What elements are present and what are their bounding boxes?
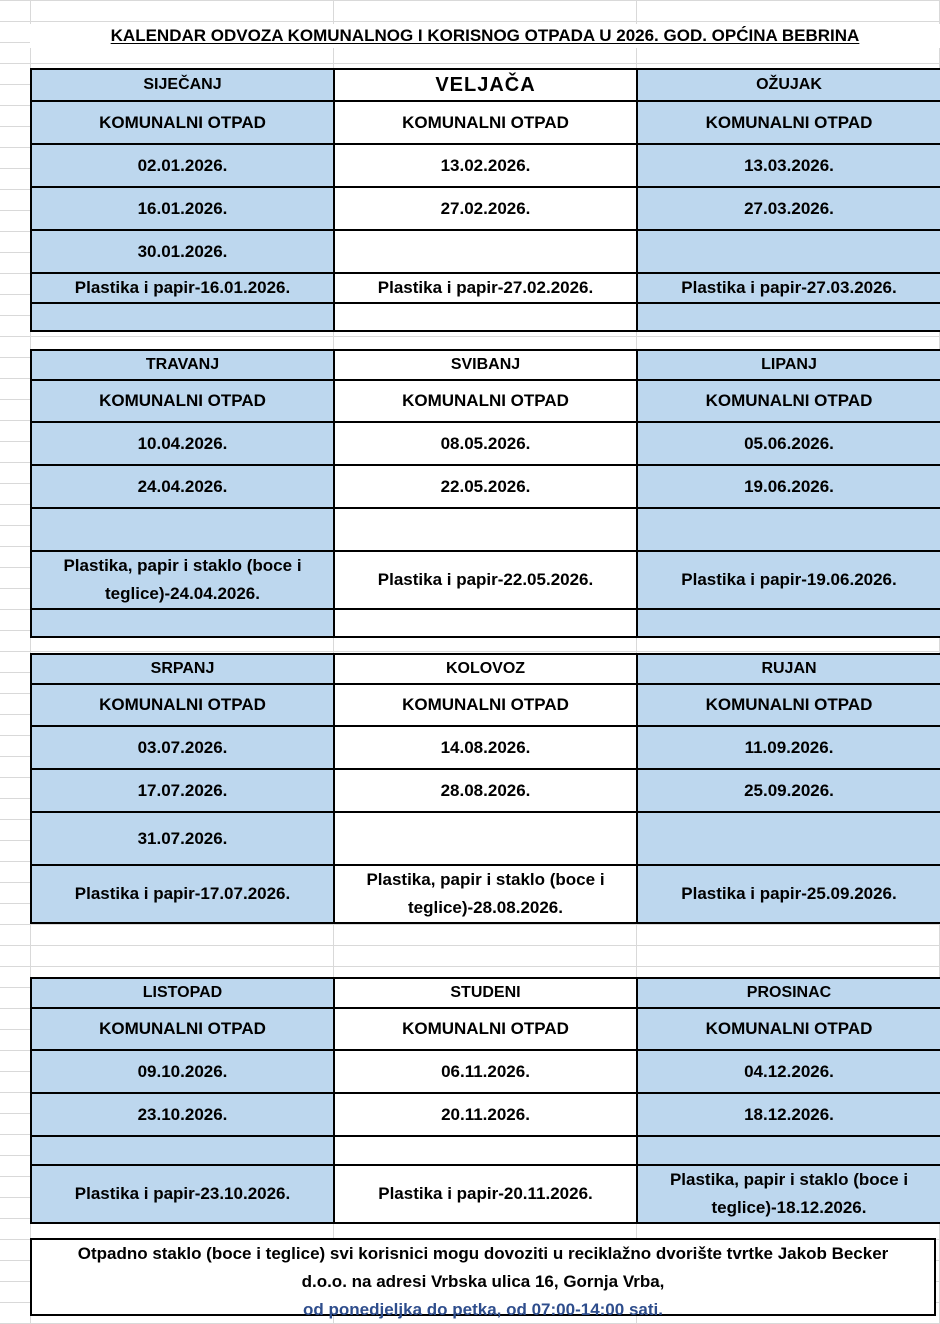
- pickup-date: [31, 1136, 334, 1165]
- waste-type-label: KOMUNALNI OTPAD: [637, 101, 940, 144]
- recycling-pickup: Plastika i papir-17.07.2026.: [31, 865, 334, 923]
- pickup-date: 27.03.2026.: [637, 187, 940, 230]
- waste-type-label: KOMUNALNI OTPAD: [31, 684, 334, 726]
- empty-cell: [637, 609, 940, 637]
- month-header: SVIBANJ: [334, 350, 637, 380]
- pickup-date: [637, 230, 940, 273]
- empty-cell: [637, 303, 940, 331]
- pickup-date: 09.10.2026.: [31, 1050, 334, 1093]
- waste-type-label: KOMUNALNI OTPAD: [637, 380, 940, 422]
- recycling-pickup: Plastika, papir i staklo (boce i teglice)-24.04.2026.: [31, 551, 334, 609]
- recycling-pickup: Plastika i papir-19.06.2026.: [637, 551, 940, 609]
- recycling-pickup: Plastika, papir i staklo (boce i teglice)-28.08.2026.: [334, 865, 637, 923]
- pickup-date: [637, 812, 940, 865]
- empty-cell: [334, 609, 637, 637]
- waste-type-label: KOMUNALNI OTPAD: [334, 684, 637, 726]
- pickup-date: 27.02.2026.: [334, 187, 637, 230]
- pickup-date: 19.06.2026.: [637, 465, 940, 508]
- note-line: d.o.o. na adresi Vrbska ulica 16, Gornja Vrba,: [301, 1272, 665, 1291]
- pickup-date: [334, 230, 637, 273]
- pickup-date: 17.07.2026.: [31, 769, 334, 812]
- pickup-date: 08.05.2026.: [334, 422, 637, 465]
- recycling-pickup: Plastika i papir-16.01.2026.: [31, 273, 334, 303]
- quarter-table-3: [30, 653, 940, 924]
- recycling-pickup: Plastika i papir-22.05.2026.: [334, 551, 637, 609]
- waste-type-label: KOMUNALNI OTPAD: [334, 101, 637, 144]
- recycling-pickup: Plastika i papir-20.11.2026.: [334, 1165, 637, 1223]
- recycling-pickup: Plastika i papir-23.10.2026.: [31, 1165, 334, 1223]
- waste-type-label: KOMUNALNI OTPAD: [31, 380, 334, 422]
- recycling-pickup: Plastika i papir-27.02.2026.: [334, 273, 637, 303]
- waste-type-label: KOMUNALNI OTPAD: [637, 1008, 940, 1050]
- note-line: Otpadno staklo (boce i teglice) svi korisnici mogu dovoziti u reciklažno dvorište tvrtke Jakob Becker: [77, 1244, 889, 1263]
- pickup-date: 13.02.2026.: [334, 144, 637, 187]
- month-header: LIPANJ: [637, 350, 940, 380]
- pickup-date: 30.01.2026.: [31, 230, 334, 273]
- waste-type-label: KOMUNALNI OTPAD: [31, 101, 334, 144]
- month-header: SIJEČANJ: [31, 69, 334, 101]
- month-header: KOLOVOZ: [334, 654, 637, 684]
- waste-type-label: KOMUNALNI OTPAD: [637, 684, 940, 726]
- pickup-date: 10.04.2026.: [31, 422, 334, 465]
- month-header: OŽUJAK: [637, 69, 940, 101]
- pickup-date: 20.11.2026.: [334, 1093, 637, 1136]
- month-header: PROSINAC: [637, 978, 940, 1008]
- quarter-table-4: [30, 977, 940, 1224]
- page-title: KALENDAR ODVOZA KOMUNALNOG I KORISNOG OTPADA U 2026. GOD. OPĆINA BEBRINA: [30, 24, 940, 48]
- pickup-date: [31, 508, 334, 551]
- pickup-date: 04.12.2026.: [637, 1050, 940, 1093]
- note-hours: od ponedjeljka do petka, od 07:00-14:00 sati.: [303, 1300, 663, 1319]
- pickup-date: [334, 1136, 637, 1165]
- pickup-date: 28.08.2026.: [334, 769, 637, 812]
- pickup-date: [334, 508, 637, 551]
- empty-cell: [334, 303, 637, 331]
- pickup-date: 14.08.2026.: [334, 726, 637, 769]
- waste-type-label: KOMUNALNI OTPAD: [31, 1008, 334, 1050]
- waste-type-label: KOMUNALNI OTPAD: [334, 380, 637, 422]
- month-header: SRPANJ: [31, 654, 334, 684]
- month-header: TRAVANJ: [31, 350, 334, 380]
- quarter-table-2: [30, 349, 940, 638]
- pickup-date: [637, 1136, 940, 1165]
- pickup-date: 05.06.2026.: [637, 422, 940, 465]
- pickup-date: 16.01.2026.: [31, 187, 334, 230]
- empty-cell: [31, 609, 334, 637]
- pickup-date: 02.01.2026.: [31, 144, 334, 187]
- month-header: RUJAN: [637, 654, 940, 684]
- glass-disposal-note: [30, 1238, 936, 1319]
- waste-type-label: KOMUNALNI OTPAD: [334, 1008, 637, 1050]
- quarter-table-1: [30, 68, 940, 332]
- pickup-date: 18.12.2026.: [637, 1093, 940, 1136]
- pickup-date: 13.03.2026.: [637, 144, 940, 187]
- recycling-pickup: Plastika i papir-27.03.2026.: [637, 273, 940, 303]
- recycling-pickup: Plastika, papir i staklo (boce i teglice)-18.12.2026.: [637, 1165, 940, 1223]
- month-header: STUDENI: [334, 978, 637, 1008]
- pickup-date: 11.09.2026.: [637, 726, 940, 769]
- pickup-date: 06.11.2026.: [334, 1050, 637, 1093]
- pickup-date: 23.10.2026.: [31, 1093, 334, 1136]
- pickup-date: 25.09.2026.: [637, 769, 940, 812]
- month-header: LISTOPAD: [31, 978, 334, 1008]
- recycling-pickup: Plastika i papir-25.09.2026.: [637, 865, 940, 923]
- empty-cell: [31, 303, 334, 331]
- pickup-date: [637, 508, 940, 551]
- pickup-date: 22.05.2026.: [334, 465, 637, 508]
- pickup-date: 31.07.2026.: [31, 812, 334, 865]
- pickup-date: [334, 812, 637, 865]
- pickup-date: 24.04.2026.: [31, 465, 334, 508]
- month-header: VELJAČA: [334, 69, 637, 101]
- pickup-date: 03.07.2026.: [31, 726, 334, 769]
